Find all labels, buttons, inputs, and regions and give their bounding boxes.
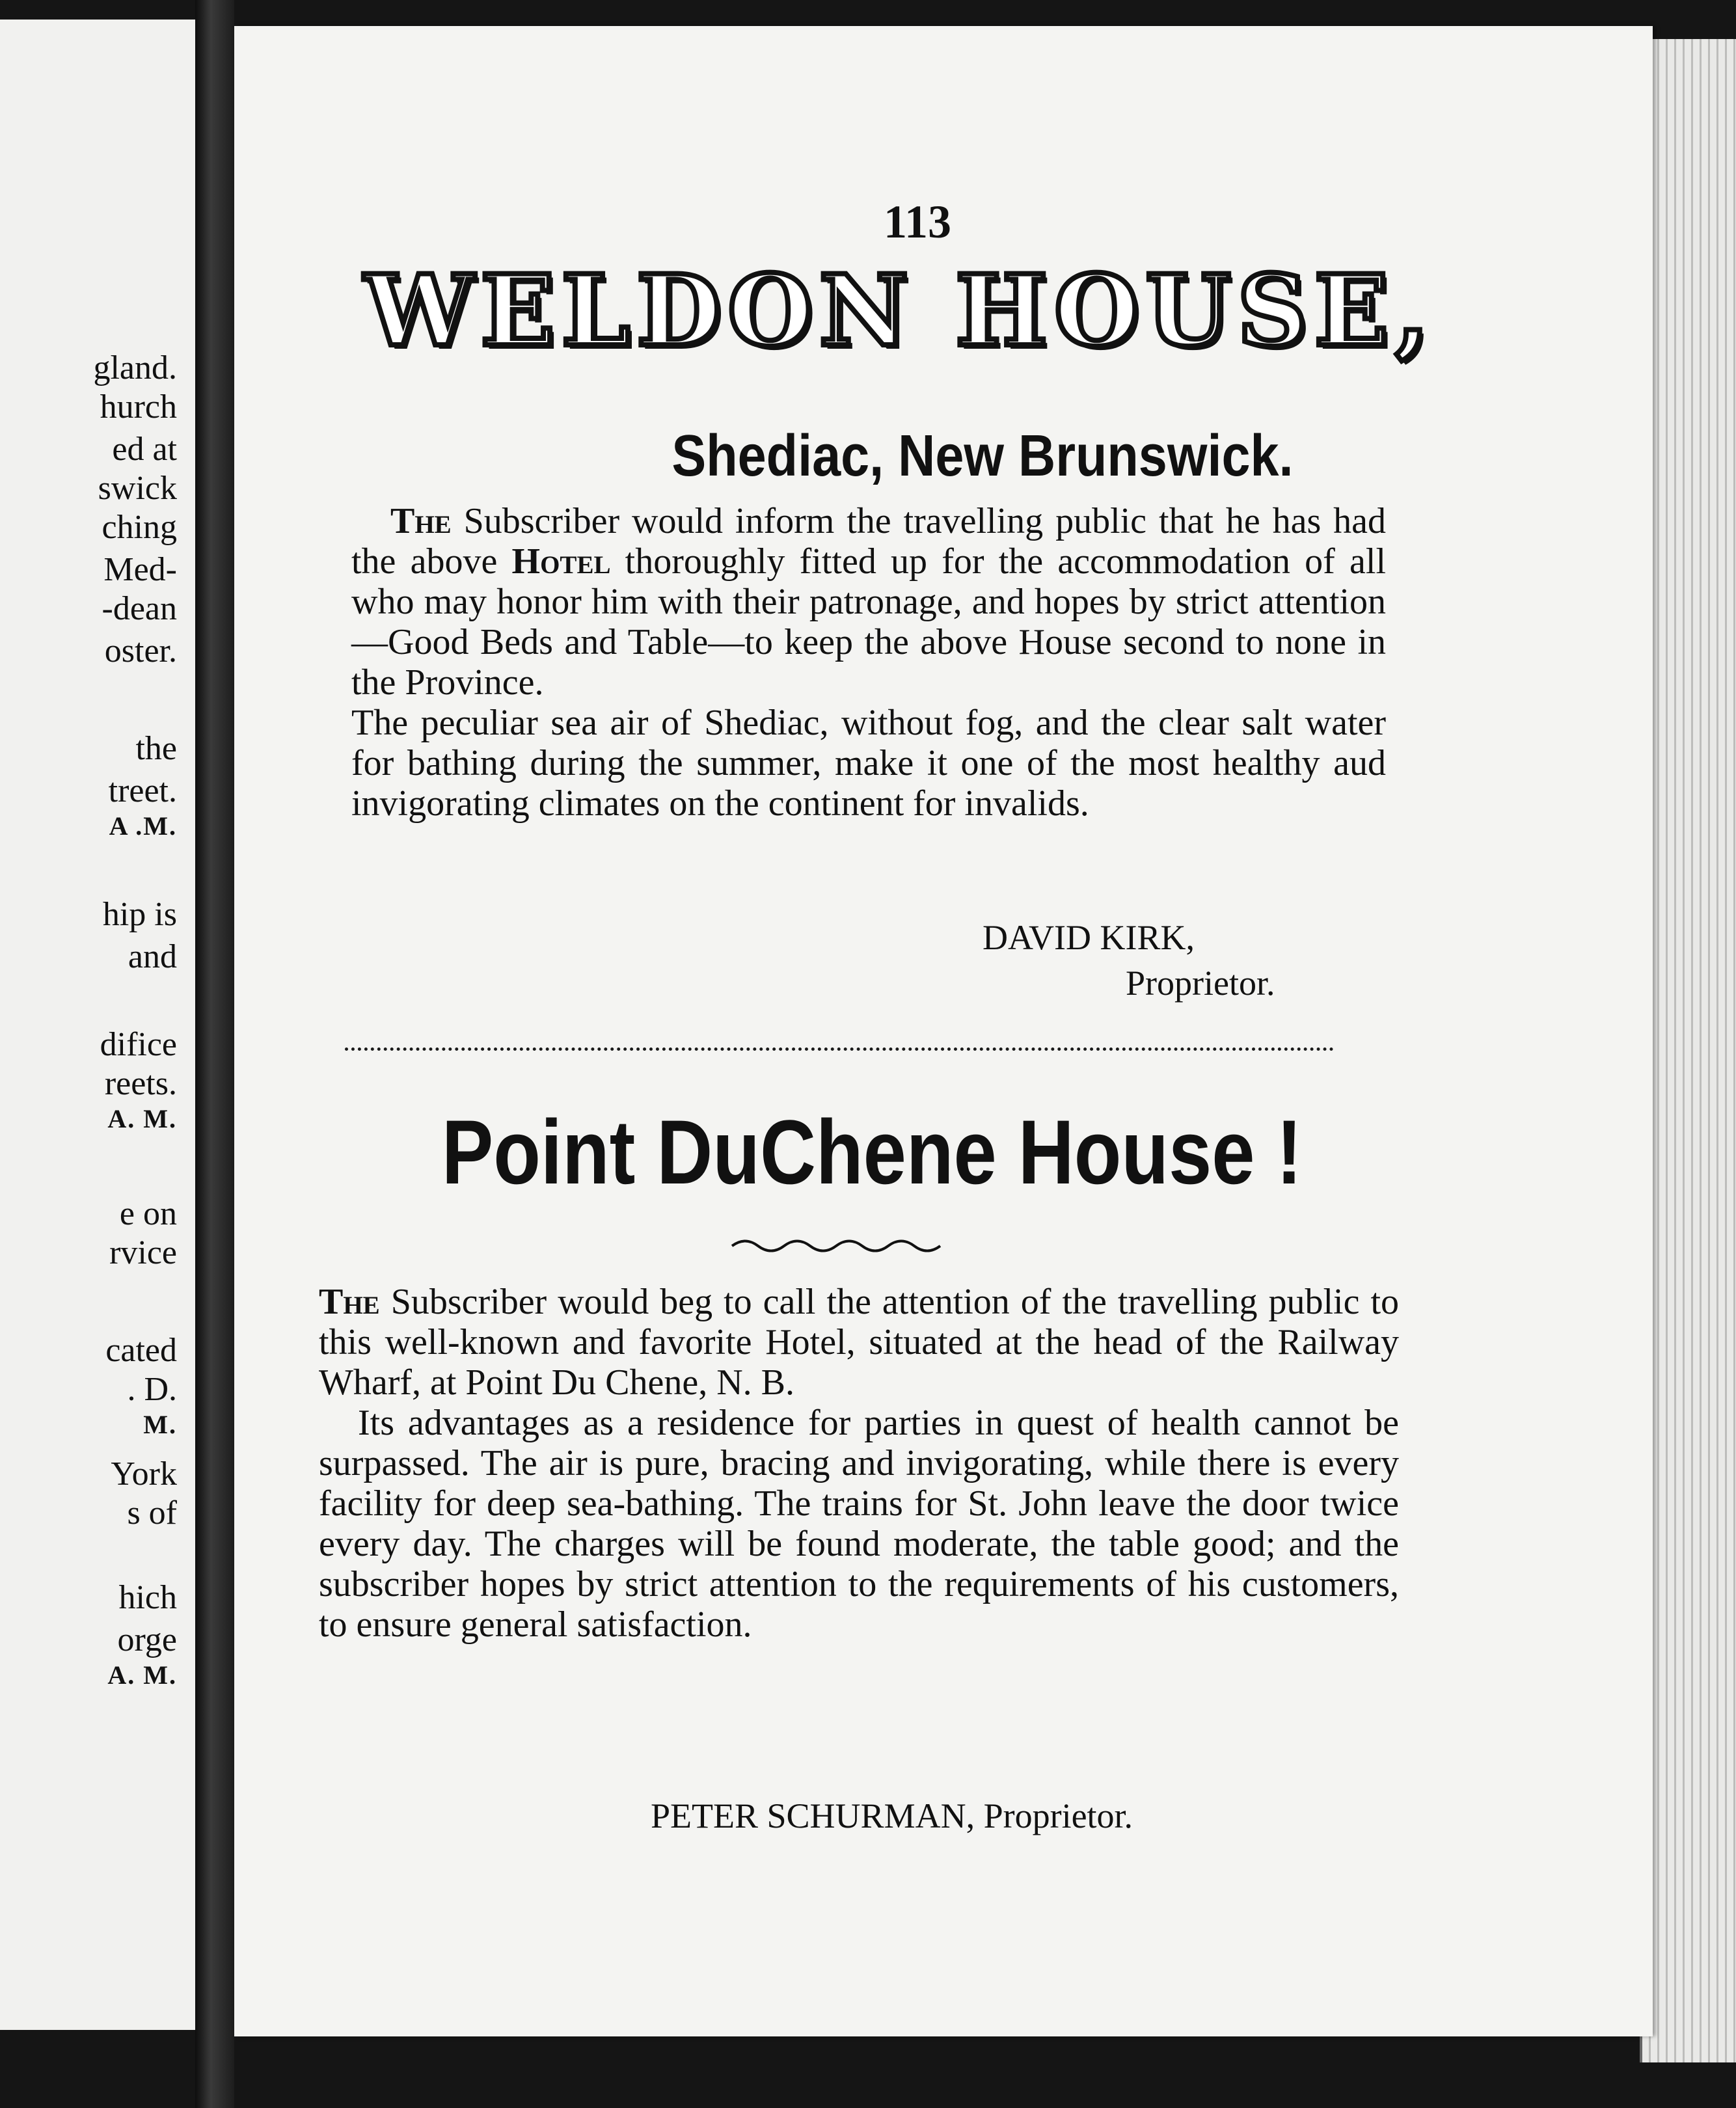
left-page-line: Med- [103,551,177,588]
weldon-house-title: WELDON HOUSE, [364,254,1436,368]
left-page-line: treet. [108,772,177,809]
left-page-line: hip is [102,896,177,933]
weldon-house-body [351,501,1386,824]
left-page-line: and [128,938,177,975]
weldon-paragraph-2: The peculiar sea air of Shediac, without fog, and the clear salt water for bathing during the summer, make it one of the most healthy aud invigorating climates on the continent for invalids. [351,703,1386,824]
point-signature: PETER SCHURMAN, Proprietor. [651,1796,1133,1835]
left-page-line: hich [118,1579,177,1616]
left-page-line: rvice [109,1234,177,1271]
left-page-line: e on [119,1195,177,1232]
main-page [234,26,1653,2036]
point-paragraph-2: Its advantages as a residence for parties in quest of health cannot be surpassed. The air is pure, bracing and invigorating, while there is every facility for deep sea-bathing. The trains for St. John leave the door twice every day. The charges will be found moderate, the table good; and the subscriber hopes by strict attention to the requirements of his customers, to ensure general satisfaction. [319,1403,1399,1645]
left-page-line: orge [117,1621,177,1658]
page-number: 113 [883,196,952,248]
book-gutter [195,0,234,2108]
weldon-paragraph-1 [351,501,1386,703]
weldon-lead-word: The [390,501,452,541]
left-facing-page [0,20,199,2030]
left-page-line: swick [98,470,177,507]
left-page-line: M. [143,1410,177,1439]
left-page-line: s of [127,1494,177,1532]
left-page-line: difice [100,1026,177,1063]
weldon-signature-name: DAVID KIRK, [983,918,1195,957]
point-duchene-title: Point DuChene House ! [441,1101,1303,1203]
left-page-line: -dean [102,590,177,627]
weldon-p1-text: Subscriber would inform the travelling public that he has had the above [351,501,1386,582]
left-page-line: oster. [104,632,177,669]
weldon-house-location: Shediac, New Brunswick. [671,424,1294,489]
left-page-line: A .M. [109,811,177,841]
weldon-p1-rest: thoroughly fitted up for the accommodation of all who may honor him with their patronage, and hopes by strict attention—Good Beds and Table—to keep the above House second to none in the Province. [351,541,1387,703]
point-duchene-body [319,1282,1399,1645]
left-page-line: ching [102,509,177,546]
point-paragraph-1 [319,1282,1399,1403]
left-page-line: hurch [100,388,177,426]
left-page-line: ed at [112,431,177,468]
weldon-signature-title: Proprietor. [1126,964,1275,1003]
left-page-line: cated [105,1332,177,1369]
left-page-line: A. M. [107,1660,177,1690]
ornament-swash [729,1236,950,1256]
page-stack-edges [1640,39,1736,2062]
left-page-line: the [135,730,177,767]
left-page-line: . D. [127,1371,177,1408]
left-page-line: A. M. [107,1104,177,1133]
point-p1-text: Subscriber would beg to call the attention of the travelling public to this well-known and favorite Hotel, situated at the head of the Railway Wharf, at Point Du Chene, N. B. [319,1282,1399,1403]
point-lead-word: The [319,1282,380,1322]
weldon-hotel-word: Hotel [511,541,611,582]
left-page-line: reets. [104,1065,177,1102]
left-page-line: York [111,1455,177,1493]
section-divider [345,1047,1334,1051]
left-page-line: gland. [93,349,177,386]
